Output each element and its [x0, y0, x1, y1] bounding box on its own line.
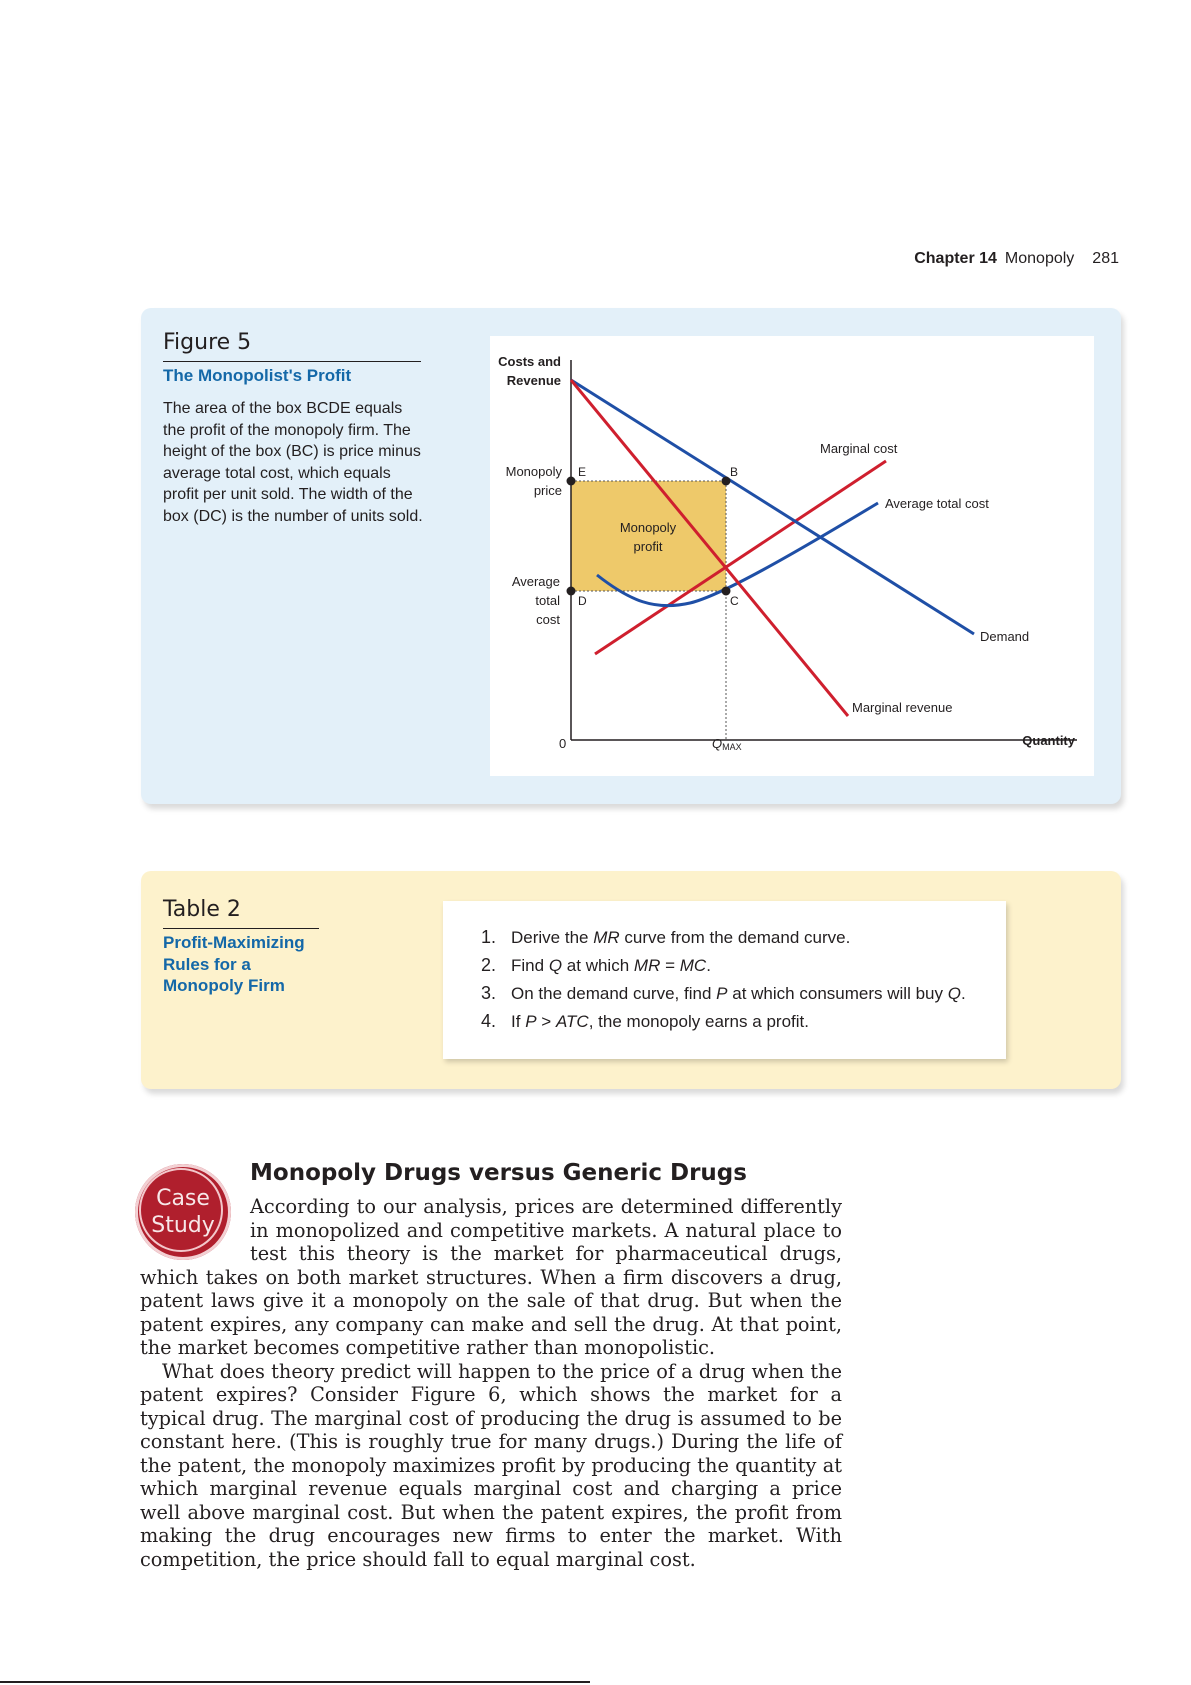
- qmax-letter: Q: [712, 736, 723, 751]
- badge-line1: Case: [156, 1186, 210, 1211]
- monopoly-price-label-2: price: [533, 483, 562, 498]
- rule-number: 3.: [481, 983, 497, 1003]
- marginal-revenue-label: Marginal revenue: [852, 700, 953, 715]
- badge-line2: Study: [151, 1213, 215, 1238]
- case-paragraph-1: According to our analysis, prices are determined differently in monopolized and competitive markets. A natural place to test this theory is the market for pharmaceutical drugs, which takes on both market structures. When a firm discovers a drug, patent laws give it a monopoly on the sale of that drug. But when the patent expires, any company can make and sell the drug. At that point, the market becomes competitive rather than monopolistic.: [140, 1195, 842, 1359]
- point-c-label: C: [730, 594, 739, 608]
- chapter-label: Chapter 14: [914, 250, 997, 267]
- badge-spacer: [140, 1195, 250, 1265]
- point-e-label: E: [578, 465, 587, 479]
- point-e: [567, 477, 576, 486]
- x-axis-label: Quantity: [1022, 733, 1075, 748]
- rules-list: [443, 901, 1006, 1035]
- point-b-label: B: [730, 465, 739, 479]
- rule-number: 1.: [481, 927, 497, 947]
- demand-label: Demand: [980, 629, 1030, 644]
- table-label: Table 2: [163, 897, 319, 929]
- rule-number: 2.: [481, 955, 497, 975]
- rule-item: [481, 979, 1006, 1007]
- monopoly-profit-chart: [490, 336, 1094, 776]
- table-title: Profit-Maximizing Rules for a Monopoly Firm: [163, 933, 305, 996]
- rule-number: 4.: [481, 1011, 497, 1031]
- point-d-label: D: [578, 594, 587, 608]
- rule-text: On the demand curve, find P at which consumers will buy Q.: [511, 984, 966, 1003]
- rule-item: [481, 951, 1006, 979]
- rule-text: Derive the MR curve from the demand curve.: [511, 928, 851, 947]
- marginal-cost-label: Marginal cost: [820, 441, 898, 456]
- rules-card: [443, 901, 1006, 1059]
- qmax-label: [712, 736, 742, 752]
- profit-box: [571, 481, 726, 591]
- case-study-heading: Monopoly Drugs versus Generic Drugs: [250, 1160, 747, 1186]
- footer-rule: [0, 1681, 590, 1683]
- figure-caption: The area of the box BCDE equals the profit of the monopoly firm. The height of the box (BC) is price minus average total cost, which equals profit per unit sold. The width of the box (DC) is the number of units sold.: [163, 400, 423, 525]
- atc-label-3: cost: [536, 612, 560, 627]
- profit-label-1: Monopoly: [619, 520, 677, 535]
- origin-label: 0: [559, 736, 567, 751]
- figure-title: The Monopolist's Profit: [163, 366, 352, 385]
- rule-text: If P > ATC, the monopoly earns a profit.: [511, 1012, 809, 1031]
- rule-item: [481, 923, 1006, 951]
- qmax-subscript: MAX: [722, 742, 742, 752]
- case-study-body: [140, 1195, 842, 1571]
- chapter-title: Monopoly: [1004, 250, 1075, 267]
- average-total-cost-label: Average total cost: [885, 496, 989, 511]
- rule-text: Find Q at which MR = MC.: [511, 956, 711, 975]
- profit-label-2: profit: [633, 539, 663, 554]
- point-d: [567, 587, 576, 596]
- case-paragraph-2: What does theory predict will happen to the price of a drug when the patent expires? Consider Figure 6, which shows the market for a typical drug. The marginal cost of producing the drug is assumed to be constant here. (This is roughly true for many drugs.) During the life of the patent, the monopoly maximizes profit by producing the quantity at which marginal revenue equals marginal cost and charging a price well above marginal cost. But when the patent expires, the profit from making the drug encourages new firms to enter the market. With competition, the price should fall to equal marginal cost.: [140, 1359, 842, 1571]
- monopoly-price-label-1: Monopoly: [505, 464, 562, 479]
- atc-label-2: total: [535, 593, 560, 608]
- atc-label-1: Average: [511, 574, 560, 589]
- rule-item: [481, 1007, 1006, 1035]
- figure-label: Figure 5: [163, 330, 421, 362]
- y-axis-label-line1: Costs and Revenue: [498, 354, 561, 388]
- page-number: 281: [1092, 250, 1119, 267]
- running-head: [914, 250, 1119, 268]
- figure-chart: [490, 336, 1094, 776]
